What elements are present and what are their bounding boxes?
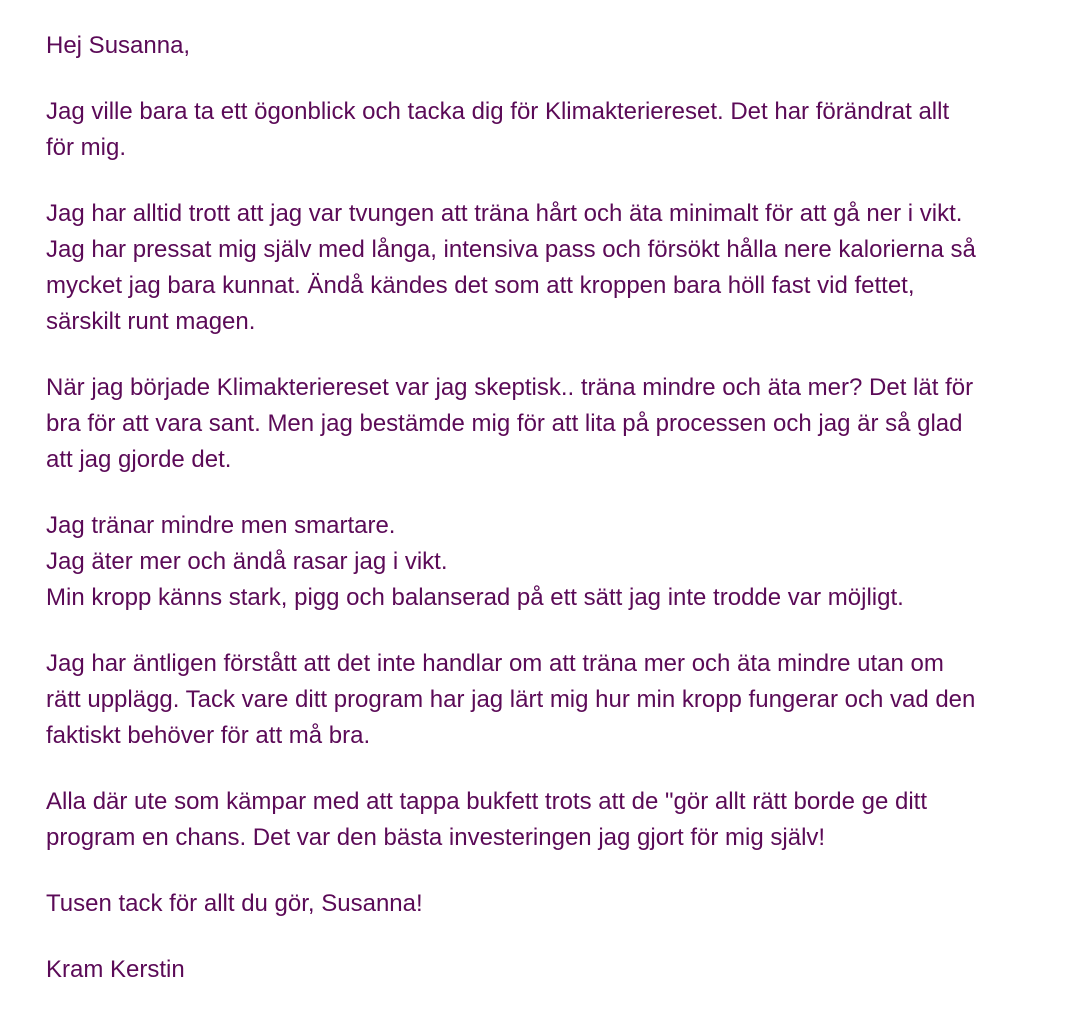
paragraph-skeptical xyxy=(46,370,1056,478)
paragraph-line: program en chans. Det var den bästa investeringen jag gjort för mig själv! xyxy=(46,824,826,851)
paragraph-line: Jag har äntligen förstått att det inte handlar om att träna mer och äta mindre utan om xyxy=(46,650,944,677)
paragraph-line: bra för att vara sant. Men jag bestämde mig för att lita på processen och jag är så glad xyxy=(46,410,963,437)
paragraph-line: Jag har pressat mig själv med långa, intensiva pass och försökt hålla nere kalorierna så xyxy=(46,236,976,263)
paragraph-line: Jag äter mer och ändå rasar jag i vikt. xyxy=(46,548,448,575)
greeting: Hej Susanna, xyxy=(46,32,191,59)
paragraph-results xyxy=(46,508,1056,616)
paragraph-line: Jag ville bara ta ett ögonblick och tacka dig för Klimakteriereset. Det har förändrat allt xyxy=(46,98,950,125)
paragraph-line: Alla där ute som kämpar med att tappa bukfett trots att de "gör allt rätt borde ge ditt xyxy=(46,788,927,815)
paragraph-thanks-intro xyxy=(46,94,1056,166)
paragraph-line: Min kropp känns stark, pigg och balanserad på ett sätt jag inte trodde var möjligt. xyxy=(46,584,904,611)
paragraph-line: att jag gjorde det. xyxy=(46,446,232,473)
paragraph-line: mycket jag bara kunnat. Ändå kändes det som att kroppen bara höll fast vid fettet, xyxy=(46,272,915,299)
closing-thanks: Tusen tack för allt du gör, Susanna! xyxy=(46,890,423,917)
paragraph-insight xyxy=(46,646,1056,754)
paragraph-line: rätt upplägg. Tack vare ditt program har jag lärt mig hur min kropp fungerar och vad den xyxy=(46,686,976,713)
paragraph-recommendation xyxy=(46,784,1056,856)
paragraph-line: När jag började Klimakteriereset var jag skeptisk.. träna mindre och äta mer? Det lät för xyxy=(46,374,974,401)
paragraph-line: Jag har alltid trott att jag var tvungen att träna hårt och äta minimalt för att gå ner i vikt. xyxy=(46,200,963,227)
paragraph-line: faktiskt behöver för att må bra. xyxy=(46,722,371,749)
paragraph-line: för mig. xyxy=(46,134,127,161)
paragraph-background xyxy=(46,196,1056,340)
paragraph-line: särskilt runt magen. xyxy=(46,308,256,335)
paragraph-line: Jag tränar mindre men smartare. xyxy=(46,512,396,539)
signature: Kram Kerstin xyxy=(46,956,185,983)
